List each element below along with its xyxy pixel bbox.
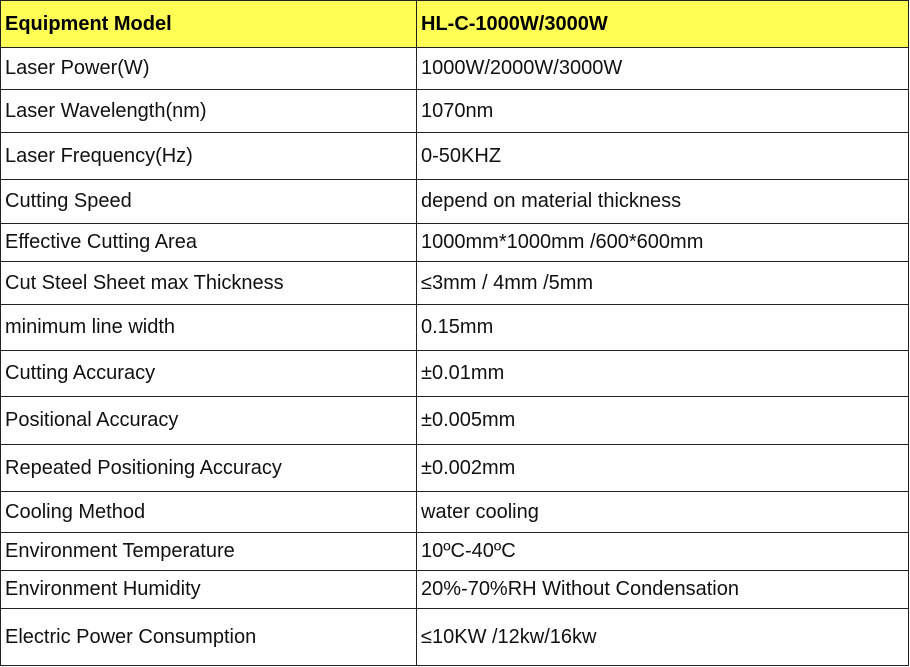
spec-value: 0-50KHZ [417,133,909,180]
table-row [1,224,909,262]
spec-label: Laser Frequency(Hz) [1,133,417,180]
table-row [1,90,909,133]
spec-value: ±0.01mm [417,351,909,397]
table-row [1,305,909,351]
spec-label: Environment Humidity [1,571,417,609]
table-row [1,571,909,609]
spec-label: Laser Wavelength(nm) [1,90,417,133]
spec-label: Positional Accuracy [1,397,417,445]
spec-label: Laser Power(W) [1,48,417,90]
spec-label: Effective Cutting Area [1,224,417,262]
table-row [1,133,909,180]
header-label-cell: Equipment Model [1,1,417,48]
table-header-row [1,1,909,48]
spec-label: Environment Temperature [1,533,417,571]
spec-value: 1000mm*1000mm /600*600mm [417,224,909,262]
spec-value: 1000W/2000W/3000W [417,48,909,90]
spec-label: Cutting Accuracy [1,351,417,397]
spec-value: water cooling [417,492,909,533]
table-row [1,48,909,90]
table-row [1,180,909,224]
spec-label: minimum line width [1,305,417,351]
table-row [1,609,909,666]
spec-value: ±0.005mm [417,397,909,445]
header-value-cell: HL-C-1000W/3000W [417,1,909,48]
spec-label: Repeated Positioning Accuracy [1,445,417,492]
table-row [1,397,909,445]
spec-value: 10ºC-40ºC [417,533,909,571]
spec-value: ≤3mm / 4mm /5mm [417,262,909,305]
spec-value: depend on material thickness [417,180,909,224]
spec-value: ±0.002mm [417,445,909,492]
spec-value: 20%-70%RH Without Condensation [417,571,909,609]
spec-label: Cut Steel Sheet max Thickness [1,262,417,305]
table-row [1,533,909,571]
spec-label: Electric Power Consumption [1,609,417,666]
table-row [1,262,909,305]
table-row [1,492,909,533]
spec-value: ≤10KW /12kw/16kw [417,609,909,666]
spec-label: Cutting Speed [1,180,417,224]
table-row [1,351,909,397]
spec-value: 1070nm [417,90,909,133]
spec-label: Cooling Method [1,492,417,533]
table-row [1,445,909,492]
spec-value: 0.15mm [417,305,909,351]
